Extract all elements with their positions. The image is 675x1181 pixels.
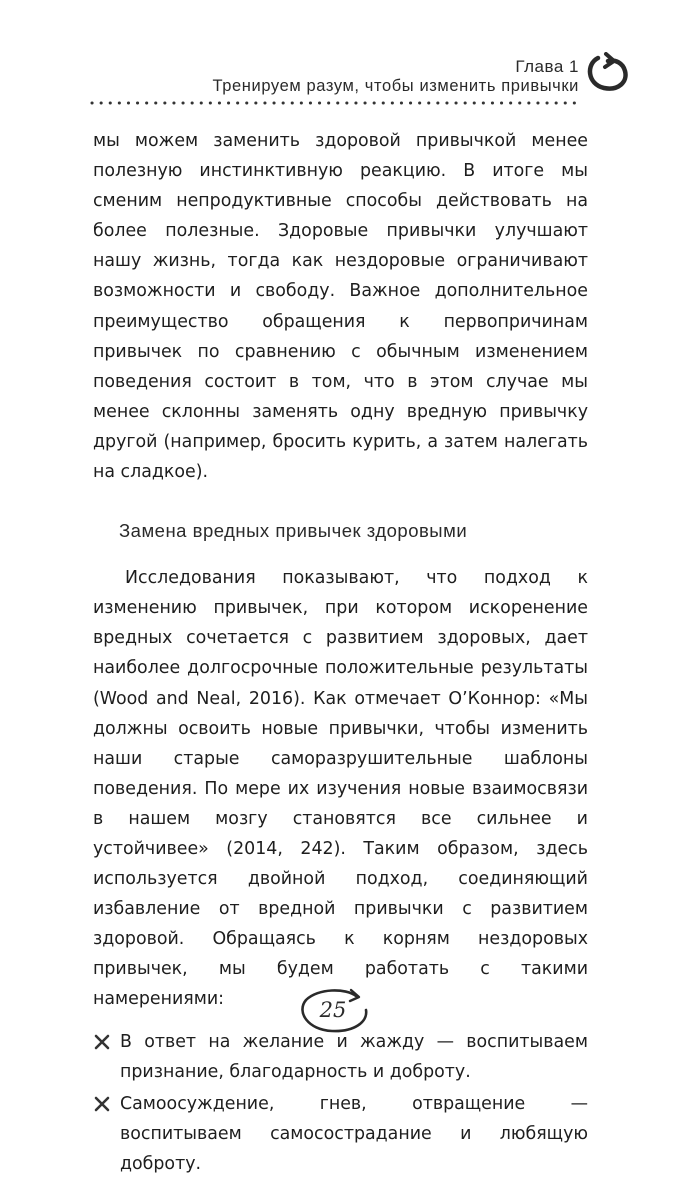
cross-icon (93, 1033, 111, 1051)
page-number-badge (296, 982, 376, 1042)
paragraph-continued: мы можем заменить здоровой привычкой менее полезную инстинктивную реакцию. В итоге мы сменим непродуктивные способы действовать на более полезные. Здоровые привычки улучшают нашу жизнь, тогда как нездоровые ограничивают возможности и свободу. Важное дополнительное преимущество обращения к первопричинам привычек по сравнению с обычным изменением поведения состоит в том, что в этом случае мы менее склонны заменять одну вредную привычку другой (например, бросить курить, а затем налегать на сладкое). (93, 131, 588, 483)
chapter-title: Тренируем разум, чтобы изменить привычки (212, 77, 579, 95)
chapter-label: Глава 1 (515, 57, 579, 76)
circular-arrow-icon (584, 52, 632, 96)
dotted-rule (90, 100, 585, 106)
section-heading: Замена вредных привычек здоровыми (119, 520, 468, 542)
paragraph-research: Исследования показывают, что подход к изменению привычек, при котором искоренение вредных сочетается с развитием здоровых, дает наиболее долгосрочные положительные результаты (Wood and Neal, 2016). Как отмечает О’Коннор: «Мы должны освоить новые привычки, чтобы изменить наши старые саморазрушительные шаблоны поведения. По мере их изучения новые взаимосвязи в нашем мозгу становятся все сильнее и устойчивее» (2014, 242). Таким образом, здесь используется двойной подход, соединяющий избавление от вредной привычки с развитием здоровой. Обращаясь к корням нездоровых привычек, мы будем работать с такими намерениями: (93, 568, 588, 1010)
running-header (0, 0, 675, 110)
list-item-text: В ответ на желание и жажду — воспитываем признание, благодарность и доброту. (120, 1031, 588, 1082)
page-number: 25 (319, 998, 347, 1022)
cross-icon (93, 1095, 111, 1113)
intentions-list (93, 1027, 588, 1179)
list-item-text: Самоосуждение, гнев, отвращение — воспитываем самосострадание и любящую доброту. (120, 1093, 588, 1174)
list-item (93, 1089, 588, 1179)
